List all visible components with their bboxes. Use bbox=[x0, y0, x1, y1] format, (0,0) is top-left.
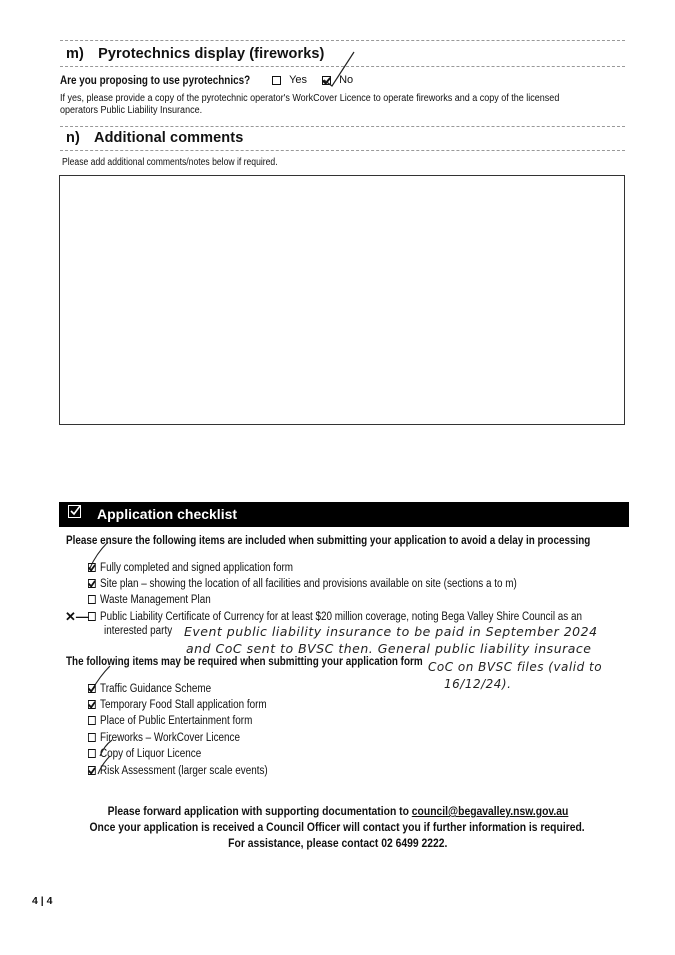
additional-comments-value bbox=[60, 176, 624, 184]
footer-forward-text: Please forward application with supporting documentation to bbox=[107, 806, 412, 818]
public-entertainment-checkbox[interactable] bbox=[88, 716, 96, 725]
checklist-item-food-stall[interactable] bbox=[88, 699, 267, 711]
optional-items-heading: The following items may be required when submitting your application form bbox=[66, 656, 423, 668]
section-m-letter: m) bbox=[66, 46, 84, 62]
pyrotechnics-yes-checkbox[interactable] bbox=[272, 76, 281, 85]
checklist-item-label: Copy of Liquor Licence bbox=[100, 748, 202, 760]
handwritten-cross-mark: ✕— bbox=[65, 609, 89, 624]
checklist-item-public-liability[interactable] bbox=[88, 611, 582, 623]
checklist-checkbox-icon bbox=[68, 505, 81, 518]
section-n-top-rule bbox=[60, 126, 625, 127]
checklist-item-label: Risk Assessment (larger scale events) bbox=[100, 765, 268, 777]
checklist-title: Application checklist bbox=[97, 506, 238, 522]
section-m-title: Pyrotechnics display (fireworks) bbox=[98, 46, 325, 62]
section-m-top-rule bbox=[60, 40, 625, 41]
handwritten-tick-mark bbox=[94, 754, 114, 776]
section-m-heading bbox=[66, 46, 324, 62]
pyrotechnics-question: Are you proposing to use pyrotechnics? bbox=[60, 75, 251, 87]
additional-comments-textarea[interactable] bbox=[59, 175, 625, 425]
pyrotechnics-yes-label: Yes bbox=[289, 74, 308, 86]
site-plan-checkbox[interactable] bbox=[88, 579, 96, 588]
application-form-checkbox[interactable] bbox=[88, 563, 96, 572]
checklist-item-application-form[interactable] bbox=[88, 562, 293, 574]
handwritten-note-line3: CoC on BVSC files (valid to bbox=[428, 660, 603, 674]
comments-instruction: Please add additional comments/notes below if required. bbox=[62, 157, 278, 168]
traffic-guidance-checkbox[interactable] bbox=[88, 684, 96, 693]
council-email-link[interactable]: council@begavalley.nsw.gov.au bbox=[411, 806, 568, 818]
section-n-title: Additional comments bbox=[94, 130, 244, 146]
checklist-item-label: Waste Management Plan bbox=[100, 594, 211, 606]
handwritten-note-line4: 16/12/24). bbox=[444, 677, 512, 691]
handwritten-note-line2: and CoC sent to BVSC then. General public liability insurace bbox=[186, 641, 592, 656]
checklist-item-site-plan[interactable] bbox=[88, 578, 517, 590]
section-n-bottom-rule bbox=[60, 150, 625, 151]
footer-officer-text: Once your application is received a Council Officer will contact you if further information is required. bbox=[89, 822, 586, 834]
handwritten-tick-mark bbox=[320, 50, 360, 90]
section-n-heading bbox=[66, 130, 243, 146]
checklist-item-label: Place of Public Entertainment form bbox=[100, 715, 253, 727]
footer-assistance-text: For assistance, please contact 02 6499 2222. bbox=[227, 838, 448, 850]
checklist-item-public-entertainment[interactable] bbox=[88, 715, 252, 727]
checklist-intro: Please ensure the following items are included when submitting your application to avoid a delay in processing bbox=[66, 535, 591, 547]
checklist-item-label: Traffic Guidance Scheme bbox=[100, 683, 212, 695]
checklist-item-label: Site plan – showing the location of all facilities and provisions available on site (sections a to m) bbox=[100, 578, 517, 590]
footer-line-email bbox=[0, 806, 675, 818]
pyrotechnics-yes-option[interactable] bbox=[272, 74, 307, 86]
waste-plan-checkbox[interactable] bbox=[88, 595, 96, 604]
food-stall-checkbox[interactable] bbox=[88, 700, 96, 709]
checklist-item-risk-assessment[interactable] bbox=[88, 765, 268, 777]
fireworks-licence-checkbox[interactable] bbox=[88, 733, 96, 742]
section-n-letter: n) bbox=[66, 130, 80, 146]
checklist-header-bar bbox=[59, 502, 629, 527]
footer-line-officer bbox=[0, 822, 675, 834]
page-number: 4 | 4 bbox=[32, 895, 53, 907]
checklist-item-waste-plan[interactable] bbox=[88, 594, 211, 606]
checklist-item-label: Temporary Food Stall application form bbox=[100, 699, 267, 711]
pyrotechnics-no-label: No bbox=[339, 74, 354, 86]
footer-line-assistance bbox=[0, 838, 675, 850]
handwritten-note-line1: Event public liability insurance to be paid in September 2024 bbox=[184, 624, 598, 639]
public-liability-label-continued: interested party bbox=[104, 625, 173, 637]
checklist-item-traffic-guidance[interactable] bbox=[88, 683, 211, 695]
pyrotechnics-note: If yes, please provide a copy of the pyrotechnic operator's WorkCover Licence to operate fireworks and a copy of the licensed operators Public Liability Insurance. bbox=[60, 93, 560, 116]
checklist-item-label: Public Liability Certificate of Currency for at least $20 million coverage, noting Bega Valley Shire Council as an bbox=[100, 611, 582, 623]
public-liability-checkbox[interactable] bbox=[88, 612, 96, 621]
checklist-item-label: Fully completed and signed application form bbox=[100, 562, 294, 574]
checklist-item-label: Fireworks – WorkCover Licence bbox=[100, 732, 241, 744]
